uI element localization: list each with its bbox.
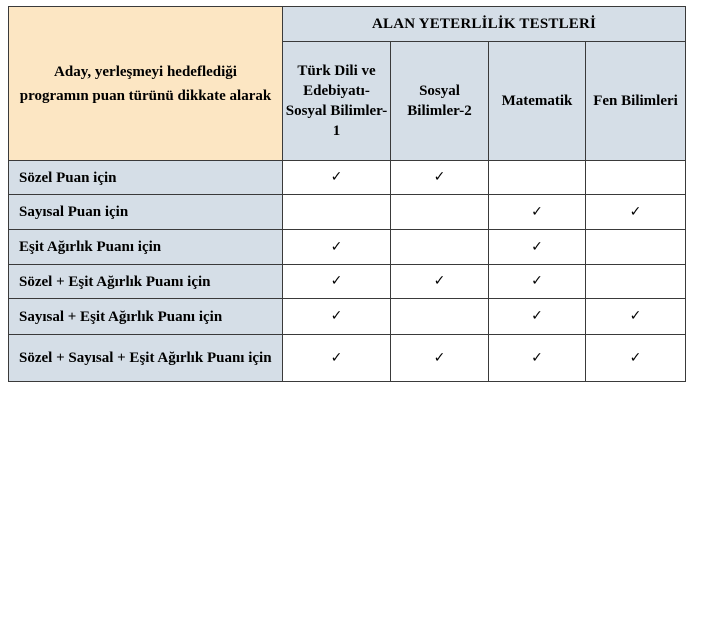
row-header: Sözel Puan için (9, 161, 283, 195)
check-mark-icon: ✓ (629, 203, 642, 220)
check-mark-icon: ✓ (531, 203, 543, 220)
check-mark-icon: ✓ (330, 238, 343, 255)
table-row (9, 195, 686, 230)
table-row (9, 335, 686, 382)
check-cell (489, 299, 586, 335)
column-header: Türk Dili ve Edebiyatı-Sosyal Bilimler-1 (283, 42, 391, 161)
check-cell (489, 265, 586, 299)
check-cell (586, 299, 686, 335)
check-cell (489, 161, 586, 195)
table-row (9, 299, 686, 335)
check-mark-icon: ✓ (629, 349, 642, 366)
check-mark-icon: ✓ (433, 169, 446, 185)
row-header: Sözel + Sayısal + Eşit Ağırlık Puanı için (9, 335, 283, 382)
check-cell (391, 195, 489, 230)
check-mark-icon: ✓ (433, 273, 446, 289)
check-cell (283, 195, 391, 230)
check-mark-icon: ✓ (330, 349, 343, 366)
row-header: Eşit Ağırlık Puanı için (9, 230, 283, 265)
check-mark-icon: ✓ (330, 308, 343, 324)
check-mark-icon: ✓ (531, 308, 543, 324)
corner-label: Aday, yerleşmeyi hedeflediği programın puan türünü dikkate alarak (19, 63, 272, 104)
row-header: Sayısal Puan için (9, 195, 283, 230)
check-cell (283, 230, 391, 265)
table-row (9, 265, 686, 299)
check-cell (391, 265, 489, 299)
check-cell (391, 230, 489, 265)
check-cell (391, 299, 489, 335)
check-mark-icon: ✓ (531, 273, 543, 289)
check-cell (586, 195, 686, 230)
check-cell (489, 230, 586, 265)
check-cell (489, 335, 586, 382)
group-header: ALAN YETERLİLİK TESTLERİ (283, 7, 686, 42)
score-type-table (8, 6, 686, 382)
check-cell (586, 335, 686, 382)
check-cell (586, 265, 686, 299)
table-row (9, 161, 686, 195)
check-mark-icon: ✓ (629, 308, 642, 324)
check-mark-icon: ✓ (330, 273, 343, 289)
check-cell (283, 161, 391, 195)
check-cell (489, 195, 586, 230)
row-header: Sözel + Eşit Ağırlık Puanı için (9, 265, 283, 299)
table-row (9, 230, 686, 265)
check-mark-icon: ✓ (433, 349, 446, 366)
row-header: Sayısal + Eşit Ağırlık Puanı için (9, 299, 283, 335)
column-header: Fen Bilimleri (586, 42, 686, 161)
check-cell (586, 161, 686, 195)
check-cell (391, 161, 489, 195)
column-header: Matematik (489, 42, 586, 161)
check-cell (391, 335, 489, 382)
check-cell (283, 299, 391, 335)
check-mark-icon: ✓ (531, 349, 543, 366)
check-mark-icon: ✓ (531, 238, 543, 255)
check-cell (283, 265, 391, 299)
check-mark-icon: ✓ (330, 169, 343, 185)
check-cell (586, 230, 686, 265)
check-cell (283, 335, 391, 382)
corner-header (9, 7, 283, 161)
column-header: Sosyal Bilimler-2 (391, 42, 489, 161)
